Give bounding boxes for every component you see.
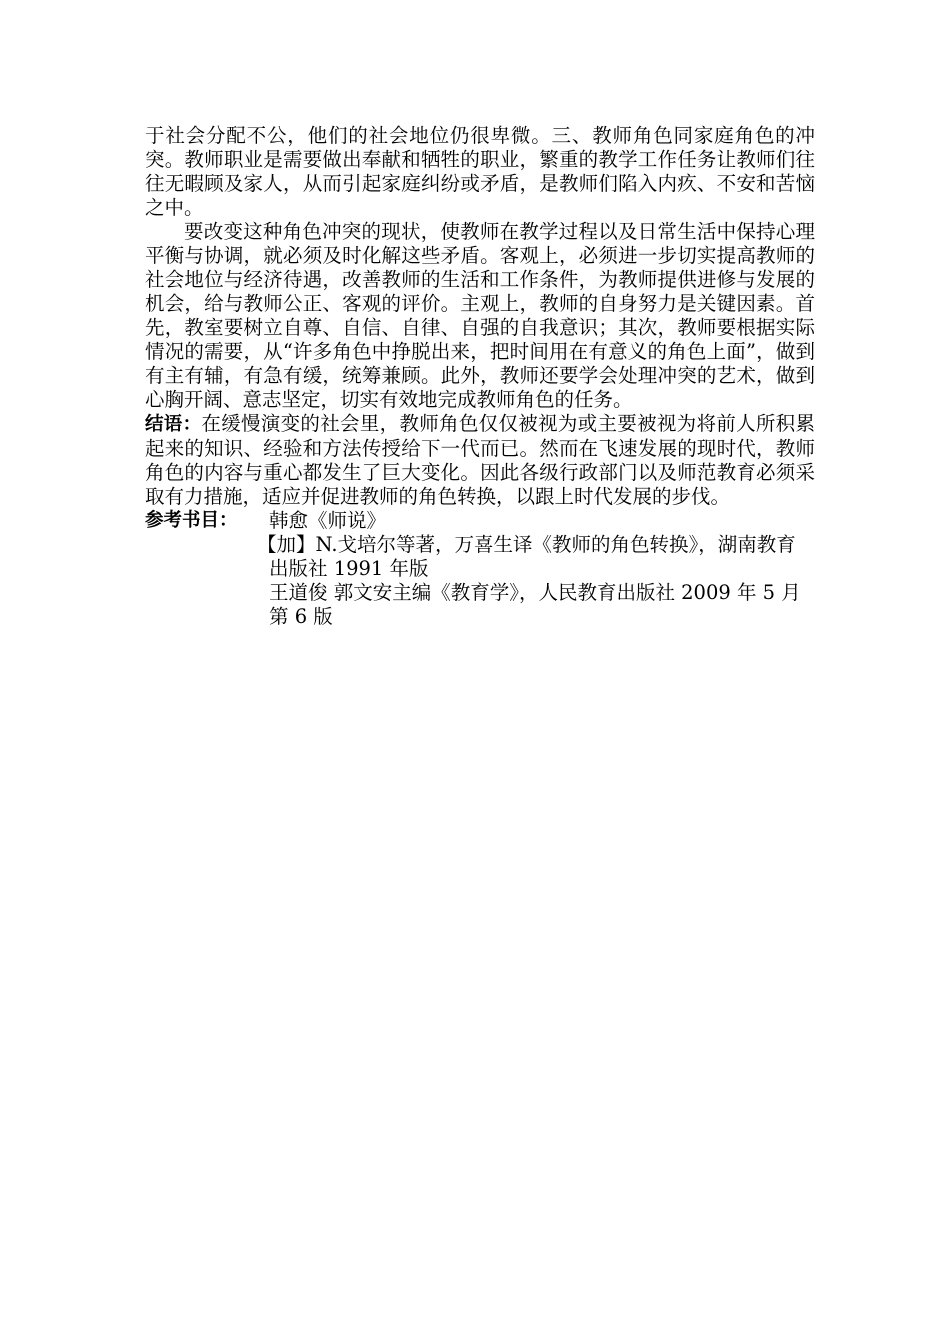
document-body [145, 124, 815, 629]
paragraph-continued: 于社会分配不公，他们的社会地位仍很卑微。三、教师角色同家庭角色的冲突。教师职业是需要做出奉献和牺牲的职业，繁重的教学工作任务让教师们往往无暇顾及家人，从而引起家庭纠纷或矛盾，是教师们陷入内疚、不安和苦恼之中。 [145, 124, 815, 219]
conclusion-label: 结语： [145, 414, 202, 435]
references-header-row [145, 509, 815, 533]
conclusion-text: 在缓慢演变的社会里，教师角色仅仅被视为或主要被视为将前人所积累起来的知识、经验和方法传授给下一代而已。然而在飞速发展的现时代，教师角色的内容与重心都发生了巨大变化。因此各级行政部门以及师范教育必须采取有力措施，适应并促进教师的角色转换，以跟上时代发展的步伐。 [145, 412, 815, 508]
references-label: 参考书目： [145, 510, 238, 531]
reference-item: 【加】N.戈培尔等著，万喜生译《教师的角色转换》，湖南教育出版社 1991 年版 [257, 533, 796, 580]
conclusion-paragraph [145, 412, 815, 509]
reference-item: 王道俊 郭文安主编《教育学》，人民教育出版社 2009 年 5 月第 6 版 [269, 581, 801, 628]
references-section [145, 509, 815, 629]
reference-item: 韩愈《师说》 [269, 509, 387, 532]
paragraph-role-conflict-resolution: 要改变这种角色冲突的现状，使教师在教学过程以及日常生活中保持心理平衡与协调，就必须及时化解这些矛盾。客观上，必须进一步切实提高教师的社会地位与经济待遇，改善教师的生活和工作条件，为教师提供进修与发展的机会，给与教师公正、客观的评价。主观上，教师的自身努力是关键因素。首先，教室要树立自尊、自信、自律、自强的自我意识；其次，教师要根据实际情况的需要，从“许多角色中挣脱出来，把时间用在有意义的角色上面”，做到有主有辅，有急有缓，统筹兼顾。此外，教师还要学会处理冲突的艺术，做到心胸开阔、意志坚定，切实有效地完成教师角色的任务。 [145, 220, 815, 411]
